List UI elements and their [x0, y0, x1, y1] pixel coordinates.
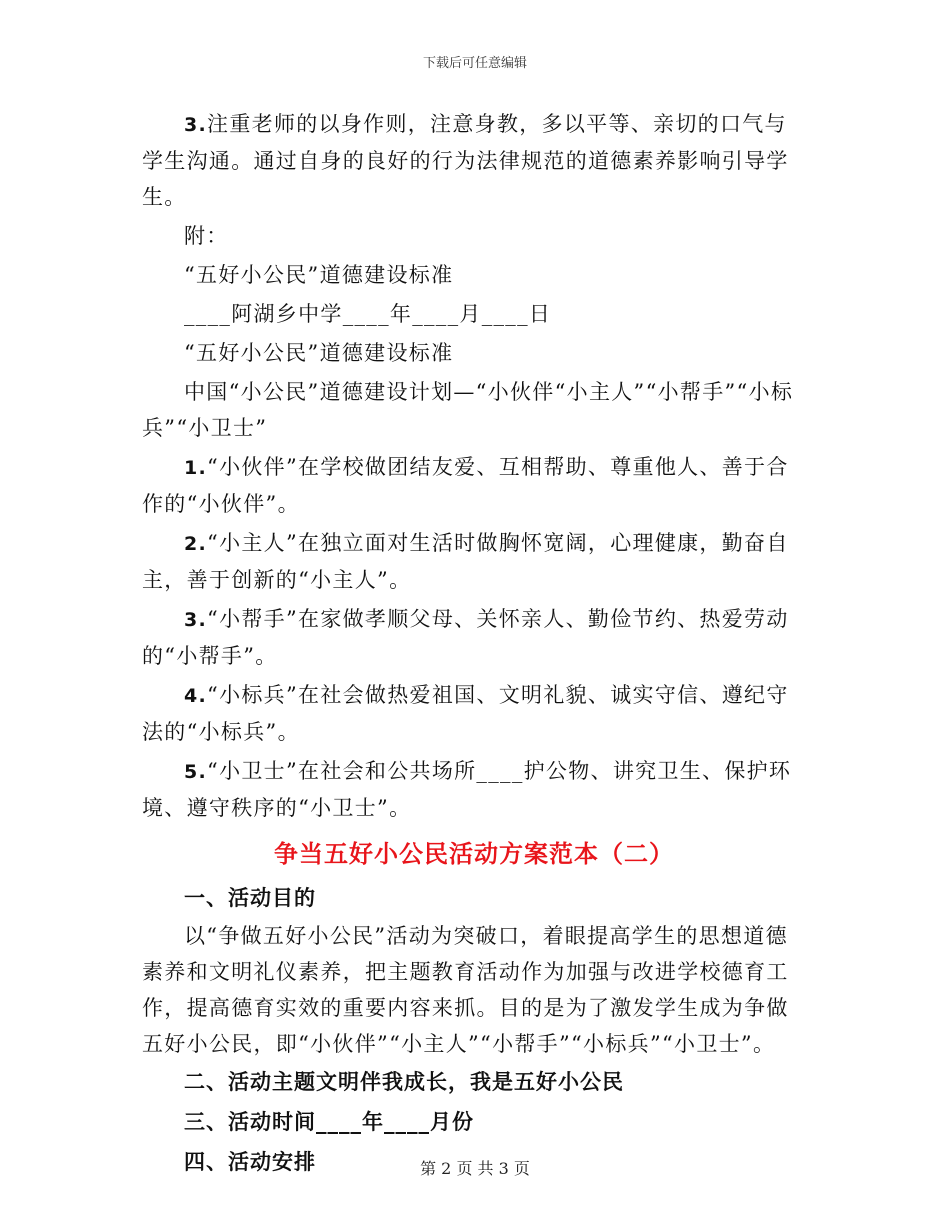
- item-text: “小主人”在独立面对生活时做胸怀宽阔，心理健康，勤奋自主，善于创新的“小主人”。: [142, 531, 789, 592]
- standard-item: [142, 601, 806, 674]
- item-number: 2.: [184, 533, 208, 555]
- item-number: 3.: [184, 114, 208, 136]
- standard-title: “五好小公民”道德建设标准: [184, 263, 454, 287]
- section-1-paragraph: 以“争做五好小公民”活动为突破口，着眼提高学生的思想道德素养和文明礼仪素养，把主题教育活动作为加强与改进学校德育工作，提高德育实效的重要内容来抓。目的是为了激发学生成为争做五好小公民，即“小伙伴”“小主人”“小帮手”“小标兵”“小卫士”。: [142, 924, 789, 1056]
- school-date-line: ____阿湖乡中学____年____月____日: [184, 302, 552, 326]
- item-number: 3.: [184, 609, 208, 631]
- attach-label: 附：: [184, 224, 229, 248]
- standard-item: [142, 677, 806, 750]
- header-note: 下载后可任意编辑: [422, 56, 527, 71]
- document-body: [142, 106, 806, 1182]
- item-text: “小卫士”在社会和公共场所____护公物、讲究卫生、保护环境、遵守秩序的“小卫士”。: [142, 759, 792, 820]
- item-text: “小帮手”在家做孝顺父母、关怀亲人、勤俭节约、热爱劳动的“小帮手”。: [142, 607, 789, 668]
- item-text: 注重老师的以身作则，注意身教，多以平等、亲切的口气与学生沟通。通过自身的良好的行为法律规范的道德素养影响引导学生。: [142, 112, 789, 209]
- item-text: “小标兵”在社会做热爱祖国、文明礼貌、诚实守信、遵纪守法的“小标兵”。: [142, 683, 789, 744]
- item-number: 1.: [184, 457, 208, 479]
- standard-title-repeat: “五好小公民”道德建设标准: [184, 341, 454, 365]
- section-3-heading: 三、活动时间____年____月份: [184, 1109, 474, 1134]
- item-number: 4.: [184, 685, 208, 707]
- section-2-heading: 二、活动主题文明伴我成长，我是五好小公民: [184, 1069, 624, 1094]
- section-title: 争当五好小公民活动方案范本（二）: [274, 839, 674, 868]
- plan-line: 中国“小公民”道德建设计划—“小伙伴“小主人”“小帮手”“小标兵”“小卫士”: [142, 380, 794, 440]
- item-text: “小伙伴”在学校做团结友爱、互相帮助、尊重他人、善于合作的“小伙伴”。: [142, 455, 789, 516]
- standard-item: [142, 753, 806, 826]
- standard-item: [142, 449, 806, 522]
- section-4-heading: 四、活动安排: [184, 1149, 316, 1174]
- paragraph-item-3: [142, 106, 806, 215]
- page-footer: 第 2 页 共 3 页: [420, 1159, 530, 1178]
- section-1-heading: 一、活动目的: [184, 885, 316, 910]
- standard-item: [142, 525, 806, 598]
- item-number: 5.: [184, 761, 208, 783]
